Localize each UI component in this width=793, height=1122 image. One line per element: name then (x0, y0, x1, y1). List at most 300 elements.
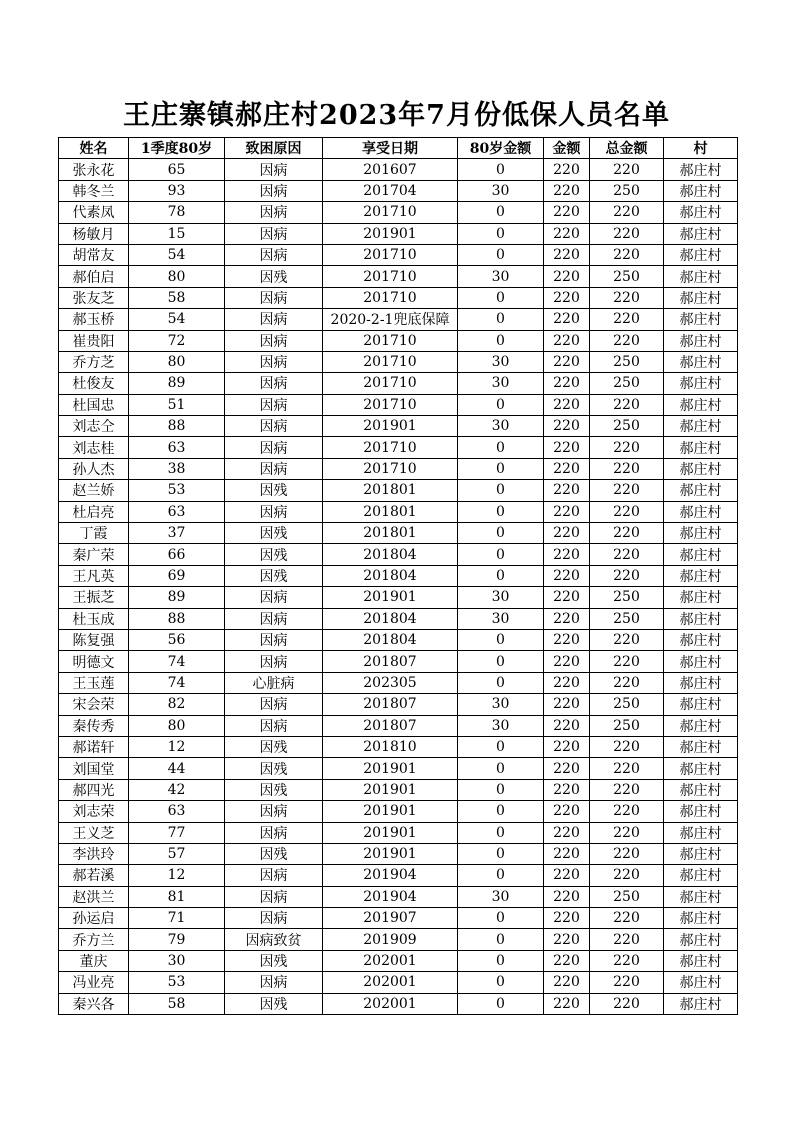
cell-total: 220 (590, 565, 664, 586)
cell-cause: 因病 (225, 159, 323, 180)
cell-age: 65 (129, 159, 225, 180)
cell-start-date: 201909 (323, 929, 458, 950)
cell-start-date: 201710 (323, 373, 458, 394)
cell-over80-amount: 0 (458, 843, 544, 864)
cell-cause: 因残 (225, 843, 323, 864)
cell-age: 57 (129, 843, 225, 864)
cell-village: 郝庄村 (664, 672, 738, 693)
cell-total: 220 (590, 437, 664, 458)
cell-name: 秦兴各 (59, 993, 129, 1014)
cell-village: 郝庄村 (664, 929, 738, 950)
cell-amount: 220 (544, 458, 590, 479)
cell-village: 郝庄村 (664, 608, 738, 629)
cell-cause: 因病 (225, 865, 323, 886)
cell-start-date: 201804 (323, 629, 458, 650)
cell-over80-amount: 30 (458, 694, 544, 715)
cell-name: 张永花 (59, 159, 129, 180)
cell-cause: 因病 (225, 972, 323, 993)
cell-start-date: 201901 (323, 223, 458, 244)
cell-name: 赵洪兰 (59, 886, 129, 907)
cell-cause: 因病 (225, 651, 323, 672)
cell-cause: 因病 (225, 180, 323, 201)
cell-total: 250 (590, 694, 664, 715)
cell-over80-amount: 0 (458, 565, 544, 586)
cell-total: 220 (590, 758, 664, 779)
cell-amount: 220 (544, 651, 590, 672)
cell-village: 郝庄村 (664, 972, 738, 993)
cell-over80-amount: 0 (458, 437, 544, 458)
table-row (59, 394, 738, 415)
cell-over80-amount: 0 (458, 330, 544, 351)
cell-village: 郝庄村 (664, 694, 738, 715)
cell-amount: 220 (544, 223, 590, 244)
cell-start-date: 201710 (323, 202, 458, 223)
cell-cause: 因病 (225, 629, 323, 650)
cell-start-date: 201801 (323, 480, 458, 501)
cell-name: 杜启亮 (59, 501, 129, 522)
cell-over80-amount: 0 (458, 202, 544, 223)
table-row (59, 287, 738, 308)
cell-name: 杜玉成 (59, 608, 129, 629)
cell-over80-amount: 30 (458, 587, 544, 608)
table-row (59, 458, 738, 479)
cell-village: 郝庄村 (664, 715, 738, 736)
cell-start-date: 202305 (323, 672, 458, 693)
cell-cause: 因病 (225, 822, 323, 843)
cell-age: 77 (129, 822, 225, 843)
cell-village: 郝庄村 (664, 159, 738, 180)
cell-age: 38 (129, 458, 225, 479)
cell-age: 30 (129, 950, 225, 971)
table-row (59, 972, 738, 993)
cell-cause: 因残 (225, 480, 323, 501)
cell-cause: 因病 (225, 694, 323, 715)
cell-village: 郝庄村 (664, 180, 738, 201)
cell-over80-amount: 0 (458, 950, 544, 971)
cell-start-date: 201704 (323, 180, 458, 201)
cell-start-date: 201901 (323, 843, 458, 864)
cell-cause: 因残 (225, 565, 323, 586)
cell-total: 250 (590, 373, 664, 394)
cell-over80-amount: 0 (458, 544, 544, 565)
cell-name: 王凡英 (59, 565, 129, 586)
cell-age: 66 (129, 544, 225, 565)
cell-age: 80 (129, 715, 225, 736)
cell-total: 220 (590, 993, 664, 1014)
table-row (59, 715, 738, 736)
cell-amount: 220 (544, 950, 590, 971)
cell-amount: 220 (544, 287, 590, 308)
cell-village: 郝庄村 (664, 993, 738, 1014)
cell-start-date: 202001 (323, 950, 458, 971)
cell-start-date: 201710 (323, 330, 458, 351)
cell-name: 董庆 (59, 950, 129, 971)
table-row (59, 672, 738, 693)
table-row (59, 244, 738, 265)
cell-amount: 220 (544, 972, 590, 993)
cell-over80-amount: 0 (458, 801, 544, 822)
cell-name: 王振芝 (59, 587, 129, 608)
cell-cause: 因残 (225, 950, 323, 971)
cell-cause: 因病 (225, 715, 323, 736)
table-row (59, 865, 738, 886)
table-row (59, 501, 738, 522)
cell-amount: 220 (544, 758, 590, 779)
cell-amount: 220 (544, 437, 590, 458)
table-row (59, 651, 738, 672)
cell-amount: 220 (544, 373, 590, 394)
cell-over80-amount: 0 (458, 244, 544, 265)
cell-total: 220 (590, 672, 664, 693)
cell-village: 郝庄村 (664, 373, 738, 394)
cell-name: 杜俊友 (59, 373, 129, 394)
cell-cause: 因病 (225, 908, 323, 929)
cell-over80-amount: 0 (458, 972, 544, 993)
cell-village: 郝庄村 (664, 544, 738, 565)
cell-total: 220 (590, 223, 664, 244)
cell-age: 15 (129, 223, 225, 244)
cell-name: 韩冬兰 (59, 180, 129, 201)
cell-age: 63 (129, 801, 225, 822)
cell-total: 220 (590, 779, 664, 800)
cell-total: 220 (590, 801, 664, 822)
cell-village: 郝庄村 (664, 501, 738, 522)
cell-amount: 220 (544, 565, 590, 586)
table-row (59, 779, 738, 800)
table-row (59, 822, 738, 843)
table-row (59, 266, 738, 287)
cell-amount: 220 (544, 180, 590, 201)
cell-total: 220 (590, 929, 664, 950)
table-row (59, 843, 738, 864)
table-row (59, 437, 738, 458)
header-start-date: 享受日期 (323, 138, 458, 159)
cell-age: 74 (129, 672, 225, 693)
cell-name: 宋会荣 (59, 694, 129, 715)
cell-age: 93 (129, 180, 225, 201)
cell-age: 37 (129, 523, 225, 544)
cell-start-date: 201807 (323, 651, 458, 672)
cell-cause: 因残 (225, 779, 323, 800)
cell-start-date: 2020-2-1兜底保障 (323, 309, 458, 330)
cell-village: 郝庄村 (664, 437, 738, 458)
table-row (59, 736, 738, 757)
cell-total: 220 (590, 544, 664, 565)
cell-start-date: 201710 (323, 437, 458, 458)
table-row (59, 523, 738, 544)
cell-village: 郝庄村 (664, 865, 738, 886)
cell-amount: 220 (544, 886, 590, 907)
cell-amount: 220 (544, 993, 590, 1014)
cell-name: 刘志桂 (59, 437, 129, 458)
cell-total: 250 (590, 587, 664, 608)
cell-amount: 220 (544, 480, 590, 501)
cell-village: 郝庄村 (664, 587, 738, 608)
cell-village: 郝庄村 (664, 309, 738, 330)
cell-village: 郝庄村 (664, 651, 738, 672)
cell-start-date: 201901 (323, 822, 458, 843)
cell-cause: 因残 (225, 523, 323, 544)
cell-age: 71 (129, 908, 225, 929)
cell-amount: 220 (544, 736, 590, 757)
cell-cause: 因病 (225, 501, 323, 522)
table-row (59, 758, 738, 779)
cell-total: 250 (590, 351, 664, 372)
cell-amount: 220 (544, 908, 590, 929)
cell-cause: 因病 (225, 886, 323, 907)
header-over80-amount: 80岁金额 (458, 138, 544, 159)
cell-age: 79 (129, 929, 225, 950)
cell-over80-amount: 30 (458, 608, 544, 629)
cell-age: 54 (129, 244, 225, 265)
cell-village: 郝庄村 (664, 629, 738, 650)
cell-start-date: 201710 (323, 394, 458, 415)
cell-over80-amount: 30 (458, 351, 544, 372)
cell-cause: 因病 (225, 801, 323, 822)
cell-start-date: 201901 (323, 801, 458, 822)
cell-age: 12 (129, 865, 225, 886)
cell-cause: 因病致贫 (225, 929, 323, 950)
cell-total: 220 (590, 651, 664, 672)
cell-over80-amount: 0 (458, 287, 544, 308)
cell-over80-amount: 30 (458, 266, 544, 287)
cell-village: 郝庄村 (664, 202, 738, 223)
cell-village: 郝庄村 (664, 779, 738, 800)
table-row (59, 330, 738, 351)
cell-start-date: 201710 (323, 244, 458, 265)
cell-name: 秦传秀 (59, 715, 129, 736)
cell-amount: 220 (544, 715, 590, 736)
cell-cause: 因病 (225, 223, 323, 244)
cell-age: 63 (129, 437, 225, 458)
cell-start-date: 201904 (323, 865, 458, 886)
cell-age: 82 (129, 694, 225, 715)
cell-cause: 因病 (225, 608, 323, 629)
cell-total: 220 (590, 287, 664, 308)
cell-village: 郝庄村 (664, 950, 738, 971)
cell-over80-amount: 0 (458, 394, 544, 415)
cell-age: 54 (129, 309, 225, 330)
cell-over80-amount: 0 (458, 779, 544, 800)
cell-total: 220 (590, 394, 664, 415)
table-row (59, 993, 738, 1014)
cell-total: 250 (590, 608, 664, 629)
cell-amount: 220 (544, 501, 590, 522)
cell-over80-amount: 0 (458, 480, 544, 501)
cell-amount: 220 (544, 416, 590, 437)
cell-amount: 220 (544, 244, 590, 265)
cell-total: 220 (590, 244, 664, 265)
cell-over80-amount: 0 (458, 672, 544, 693)
table-row (59, 694, 738, 715)
cell-amount: 220 (544, 694, 590, 715)
cell-over80-amount: 0 (458, 993, 544, 1014)
cell-start-date: 202001 (323, 972, 458, 993)
cell-age: 58 (129, 287, 225, 308)
cell-cause: 因病 (225, 202, 323, 223)
cell-over80-amount: 0 (458, 523, 544, 544)
cell-over80-amount: 0 (458, 651, 544, 672)
table-row (59, 801, 738, 822)
cell-village: 郝庄村 (664, 223, 738, 244)
cell-village: 郝庄村 (664, 287, 738, 308)
cell-age: 63 (129, 501, 225, 522)
table-row (59, 587, 738, 608)
cell-amount: 220 (544, 309, 590, 330)
cell-over80-amount: 0 (458, 309, 544, 330)
cell-village: 郝庄村 (664, 458, 738, 479)
cell-total: 250 (590, 266, 664, 287)
cell-start-date: 201801 (323, 523, 458, 544)
cell-total: 220 (590, 843, 664, 864)
cell-amount: 220 (544, 523, 590, 544)
cell-age: 80 (129, 351, 225, 372)
cell-cause: 因病 (225, 416, 323, 437)
cell-over80-amount: 30 (458, 373, 544, 394)
cell-name: 刘志荣 (59, 801, 129, 822)
cell-over80-amount: 0 (458, 929, 544, 950)
cell-cause: 因病 (225, 309, 323, 330)
cell-name: 明德文 (59, 651, 129, 672)
cell-village: 郝庄村 (664, 565, 738, 586)
cell-age: 88 (129, 416, 225, 437)
cell-age: 69 (129, 565, 225, 586)
cell-age: 44 (129, 758, 225, 779)
cell-age: 42 (129, 779, 225, 800)
cell-amount: 220 (544, 202, 590, 223)
header-name: 姓名 (59, 138, 129, 159)
cell-amount: 220 (544, 587, 590, 608)
cell-name: 秦广荣 (59, 544, 129, 565)
cell-start-date: 201904 (323, 886, 458, 907)
cell-name: 孙人杰 (59, 458, 129, 479)
cell-name: 胡常友 (59, 244, 129, 265)
cell-cause: 因残 (225, 544, 323, 565)
cell-amount: 220 (544, 266, 590, 287)
cell-total: 250 (590, 180, 664, 201)
cell-amount: 220 (544, 843, 590, 864)
table-row (59, 180, 738, 201)
cell-amount: 220 (544, 672, 590, 693)
cell-over80-amount: 0 (458, 736, 544, 757)
cell-age: 74 (129, 651, 225, 672)
cell-name: 刘志仝 (59, 416, 129, 437)
cell-age: 12 (129, 736, 225, 757)
cell-total: 220 (590, 501, 664, 522)
cell-cause: 因病 (225, 437, 323, 458)
cell-village: 郝庄村 (664, 822, 738, 843)
cell-amount: 220 (544, 544, 590, 565)
cell-name: 赵兰娇 (59, 480, 129, 501)
cell-start-date: 201907 (323, 908, 458, 929)
cell-age: 89 (129, 373, 225, 394)
cell-name: 杜国忠 (59, 394, 129, 415)
table-row (59, 908, 738, 929)
cell-name: 张友芝 (59, 287, 129, 308)
cell-start-date: 202001 (323, 993, 458, 1014)
cell-total: 220 (590, 309, 664, 330)
cell-amount: 220 (544, 801, 590, 822)
cell-name: 丁霞 (59, 523, 129, 544)
cell-village: 郝庄村 (664, 266, 738, 287)
header-cause: 致困原因 (225, 138, 323, 159)
cell-age: 51 (129, 394, 225, 415)
cell-village: 郝庄村 (664, 416, 738, 437)
cell-start-date: 201801 (323, 501, 458, 522)
header-total: 总金额 (590, 138, 664, 159)
cell-over80-amount: 30 (458, 886, 544, 907)
table-body (59, 159, 738, 1015)
cell-name: 郝若溪 (59, 865, 129, 886)
cell-name: 刘国堂 (59, 758, 129, 779)
cell-over80-amount: 30 (458, 715, 544, 736)
cell-village: 郝庄村 (664, 330, 738, 351)
subsidy-roster-table (58, 137, 738, 1015)
cell-over80-amount: 0 (458, 159, 544, 180)
cell-start-date: 201901 (323, 587, 458, 608)
cell-amount: 220 (544, 330, 590, 351)
cell-total: 250 (590, 886, 664, 907)
cell-total: 220 (590, 865, 664, 886)
cell-cause: 因病 (225, 244, 323, 265)
cell-age: 53 (129, 972, 225, 993)
cell-start-date: 201710 (323, 266, 458, 287)
cell-village: 郝庄村 (664, 801, 738, 822)
cell-age: 89 (129, 587, 225, 608)
cell-age: 53 (129, 480, 225, 501)
cell-name: 代素凤 (59, 202, 129, 223)
cell-over80-amount: 30 (458, 416, 544, 437)
cell-village: 郝庄村 (664, 351, 738, 372)
cell-name: 崔贵阳 (59, 330, 129, 351)
table-row (59, 950, 738, 971)
cell-start-date: 201804 (323, 565, 458, 586)
cell-name: 李洪玲 (59, 843, 129, 864)
cell-total: 250 (590, 715, 664, 736)
cell-cause: 因残 (225, 758, 323, 779)
cell-age: 78 (129, 202, 225, 223)
cell-start-date: 201901 (323, 416, 458, 437)
cell-start-date: 201710 (323, 287, 458, 308)
cell-amount: 220 (544, 159, 590, 180)
cell-cause: 因残 (225, 736, 323, 757)
cell-age: 56 (129, 629, 225, 650)
cell-amount: 220 (544, 629, 590, 650)
cell-total: 220 (590, 629, 664, 650)
cell-cause: 因病 (225, 351, 323, 372)
cell-total: 220 (590, 972, 664, 993)
cell-total: 220 (590, 822, 664, 843)
table-row (59, 351, 738, 372)
cell-village: 郝庄村 (664, 480, 738, 501)
cell-start-date: 201804 (323, 544, 458, 565)
cell-name: 孙运启 (59, 908, 129, 929)
table-row (59, 565, 738, 586)
cell-over80-amount: 0 (458, 223, 544, 244)
cell-over80-amount: 0 (458, 865, 544, 886)
table-row (59, 480, 738, 501)
cell-name: 冯业亮 (59, 972, 129, 993)
table-row (59, 223, 738, 244)
table-row (59, 159, 738, 180)
table-row (59, 629, 738, 650)
cell-name: 乔方兰 (59, 929, 129, 950)
table-row (59, 886, 738, 907)
cell-over80-amount: 0 (458, 458, 544, 479)
cell-age: 88 (129, 608, 225, 629)
table-row (59, 416, 738, 437)
table-row (59, 373, 738, 394)
